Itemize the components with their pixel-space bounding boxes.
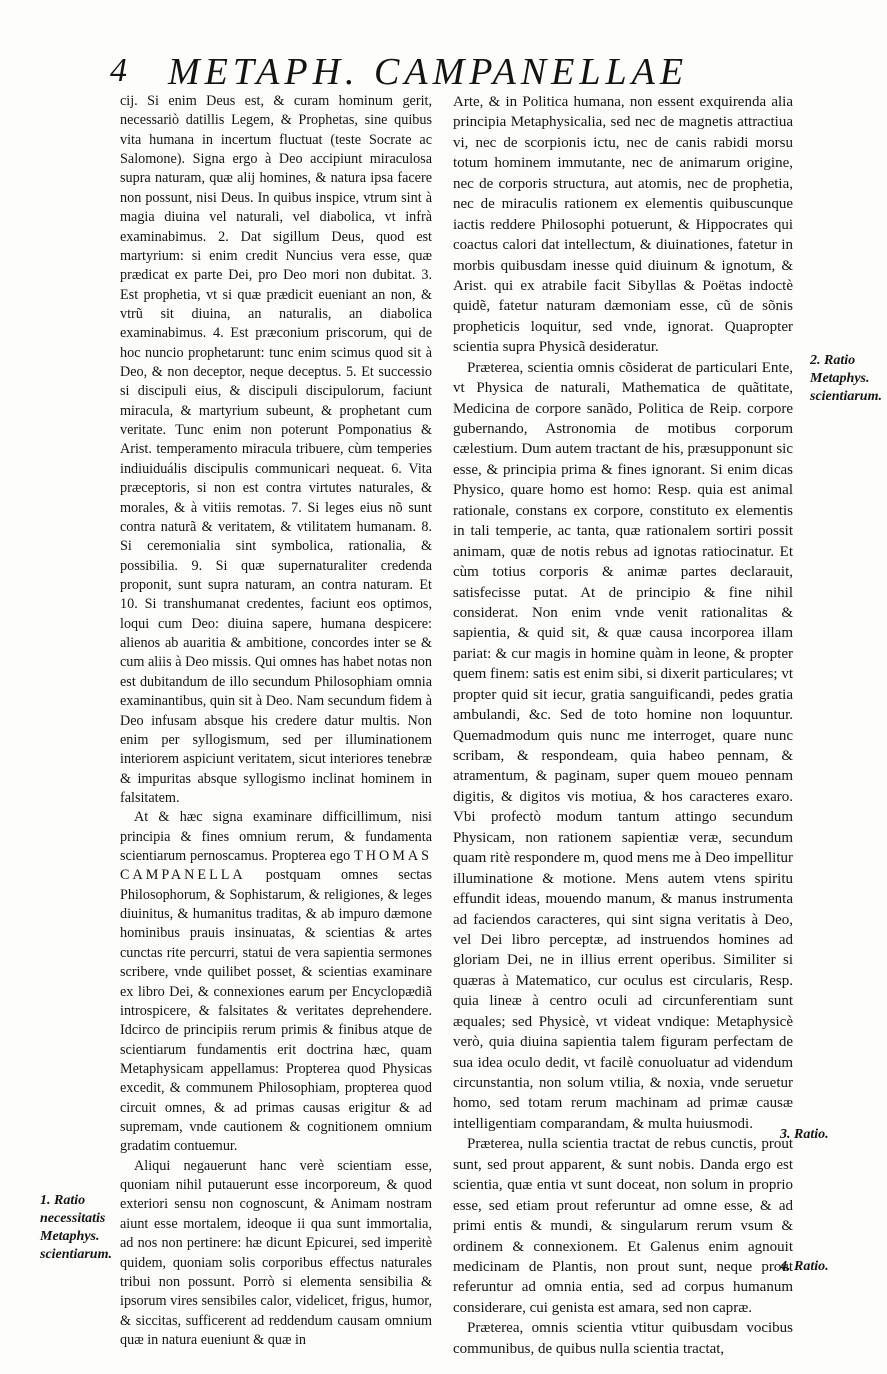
margin-note-ratio-3: 3. Ratio. [780,1127,829,1142]
page-number: 4 [110,52,127,89]
left-column [120,92,432,1350]
paragraph: Præterea, omnis scientia vtitur quibusdam vocibus communibus, de quibus nulla scientia tractat, [453,1320,793,1357]
paragraph [120,808,432,1156]
page-header [110,48,810,98]
running-head: METAPH. CAMPANELLAE [168,51,689,93]
paragraph: Arte, & in Politica humana, non essent exquirenda alia principia Metaphysicalia, sed nec de magnetis attractiua vi, nec de scorpionis ictu, nec de canis rabidi morsu totum hominem immutante, nec de animarum origine, nec de corporis structura, aut atomis, nec de prophetia, nec de miraculis rationem ex elementis quibuscunque iactis reddere Philosophi potuerunt, & Hippocrates qui coactus calori dat intellectum, & diuinationes, fatetur in morbis quibusdam inesse quid diuinum & ignotum, & Arist. qui ex atrabile facit Sibyllas & Poëtas indoctè quidẽ, fatetur naturam dæmoniam esse, cũ de sõnis propheticis loquitur, sed vnde, ignorat. Quapropter scientia supra Physicã desideratur. [453,94,793,356]
right-column [453,92,793,1359]
paragraph: cij. Si enim Deus est, & curam hominum gerit, necessariò datillis Legem, & Prophetas, sine quibus vita humana in incertum fluctuat (teste Socrate ac Salomone). Signa ergo à Deo accipiunt miraculosa supra naturam, quæ alij homines, & natura ipsa facere non possunt, nisi Deus. In quibus inspice, vtrum sint à magia diuina vel naturali, vel diabolica, vt infrà examinabimus. 2. Dat sigillum Deus, quod est martyrium: si enim credit Nuncius vera esse, quæ prædicat ex parte Dei, pro Deo mori non dubitat. 3. Est prophetia, vt si quæ prædicit eueniant an non, & vtrũ sit diuina, an naturalis, an diabolica examinabimus. 4. Est præconium priscorum, qui de hoc nuncio prophetarunt: tunc enim scimus quod sit à Deo, & non deceptor, neque deceptus. 5. Et successio si discipuli eius, & discipuli discipulorum, faciunt miracula, & martyrium subeunt, & prophetant cum veritate. Tunc enim non poterunt Pomponatius & Arist. temperamento miracula tribuere, cùm temperies indiuiduális discipulis communicari nequeat. 6. Vita præceptoris, si non est contra virtutes naturales, & morales, & à vitiis remotas. 7. Si leges eius nõ sunt contra naturã & veritatem, & vtilitatem humanam. 8. Si ceremonialia sint symbolica, rationalia, & possibilia. 9. Si quæ supernaturaliter credenda proponit, sunt supra naturam, an contra naturam. Et 10. Si transhumanat credentes, faciunt eos optimos, loqui cum Deo: diuina sapere, humana despicere: alienos ab auaritia & ambitione, concordes inter se & cum aliis à Deo missis. Qui omnes has habet notas non est dubitandum de illo secundum Philosophiam omnia examinantibus, quin sit à Deo. Nam secundum fidem à Deo infusam absque his credere datur multis. Non enim per syllogismum, sed per illuminationem interiorem aspiciunt veritatem, sicut interiores tenebræ & impuritas absque syllogismo inclinat hominem in falsitatem. [120,93,432,806]
paragraph: Præterea, scientia omnis cõsiderat de particulari Ente, vt Physica de naturali, Mathematica de quãtitate, Medicina de corpore sanãdo, Politica de Reip. corpore gubernando, Astronomia de motibus corporum cælestium. Dum autem tractant de his, præsupponunt sic esse, & principia prima & fines ignorant. Si enim dicas Physico, quare homo est homo: Resp. quia est animal rationale, constans ex corpore, constituto ex elementis in tali temperie, ac tanta, quæ rationalem sortiri possit animam, quæ de notis rebus ad ignotas ratiocinatur. Et cùm totius corporis & animæ partes declarauit, satisfecisse putat. At de principio & fine nihil considerat. Non enim vnde venit rationalitas & sapientia, & quid sit, & quæ causa incorporea illam pariat: & cur magis in homine quàm in leone, & propter quem finem: satis est enim sibi, si dixerit particulares; vt propter quid sit iecur, gratia sanguificandi, pedes gratia ambulandi, &c. Sed de toto homine non loquuntur. Quemadmodum quis nunc me interroget, quare nunc scribam, & respondeam, quia habeo pennam, & atramentum, & paginam, super quem moueo pennam digitis, & digitos vis motiua, & hos caracteres exaro. Vbi profectò modum tantum attingo secundum Physicam, non rationem sapientiæ veræ, secundum quam ritè respondere m, quod mens me à Deo impellitur illuminatione & motione. Mens autem vtens spiritu effundit ideas, mouendo manum, & manus instrumenta ad faciendos caracteres, qui sint signa veritatis à Deo, vel Dei libro perceptæ, ad instruendos homines ad gloriam Dei, ne in illius errent operibus. Similiter si quæras à Matematico, cur oculus est circularis, Resp. quia lineæ à centro oculi ad circunferentiam sunt æquales; sed Physicè, vt videat vndique: Metaphysicè verò, quia diuina sapientia talem figuram perfectam de sua idea oculo dedit, vt facilè conuoluatur ad videndum circunstantia, non solum vtilia, & noxia, vnde seruetur homo, sed totam rerum machinam ad primæ causæ intelligentiam comparandam, & multa huiusmodi. [453,359,793,1132]
text-run: At & hæc signa examinare difficillimum, nisi principia & fines omnium rerum, & fundamenta scientiarum pernoscamus. Propterea ego [120,809,432,865]
margin-note-ratio-4: 4. Ratio. [780,1259,829,1274]
paragraph: Aliqui negauerunt hanc verè scientiam esse, quoniam nihil putauerunt esse incorporeum, & quod exteriori sensu non cognoscunt, & Animam nostram aiunt esse mortalem, ideoque ii qua sunt immortalia, ad nos non pertinere: hæ dicunt Epicurei, sed imperitè quidem, quoniam solis corporibus effectus naturales tribui non possunt. Porrò si elementa sensibilia & ipsorum vires sensibiles calor, videlicet, frigus, humor, & siccitas, sufficerent ad reddendum causam omnium quæ in natura eueniunt & quæ in [120,1157,432,1348]
margin-note-ratio-2: 2. Ratio Metaphys. scientiarum. [810,353,882,404]
author-name: THOMAS CAMPANELLA [120,848,432,884]
paragraph: Præterea, nulla scientia tractat de rebus cunctis, prout sunt, sed prout apparent, & sunt nobis. Danda ergo est scientia, quæ entia vt sunt doceat, non solum in proprio esse, sed etiam prout referuntur ad omne esse, & ad primi entis & mundi, & singularum rerum vsum & ordinem & connexionem. Et Galenus enim agnouit medicinam de Plantis, non prout sunt, neque prout referuntur ad omnia entia, sed ad corpus humanum considerare, cui genista est amara, sed non capræ. [453,1136,793,1316]
text-run: postquam omnes sectas Philosophorum, & Sophistarum, & religiones, & leges diuinitus, & humanitus traditas, & ab impuro dæmone hominibus prauis insinuatas, & scientias & artes cunctas rite percurri, statui de vera sapientia sermones scribere, vnde quilibet posset, & scientias examinare ex libro Dei, & connexiones earum per Encyclopædiã introspicere, & falsitates & veritates deprehendere. Idcirco de principiis rerum primis & finibus atque de scientiarum fundamentis erit doctrina hæc, quam Metaphysicam appellamus: Propterea quod Physicas excedit, & communem Philosophiam, propterea quod circuit omnes, & ad primas causas erigitur & ad supremam, vnde cautionem & cognitionem omnium gradatim contuemur. [120,867,433,1155]
margin-note-ratio-1: 1. Ratio necessitatis Metaphys. scientiarum. [40,1193,112,1262]
